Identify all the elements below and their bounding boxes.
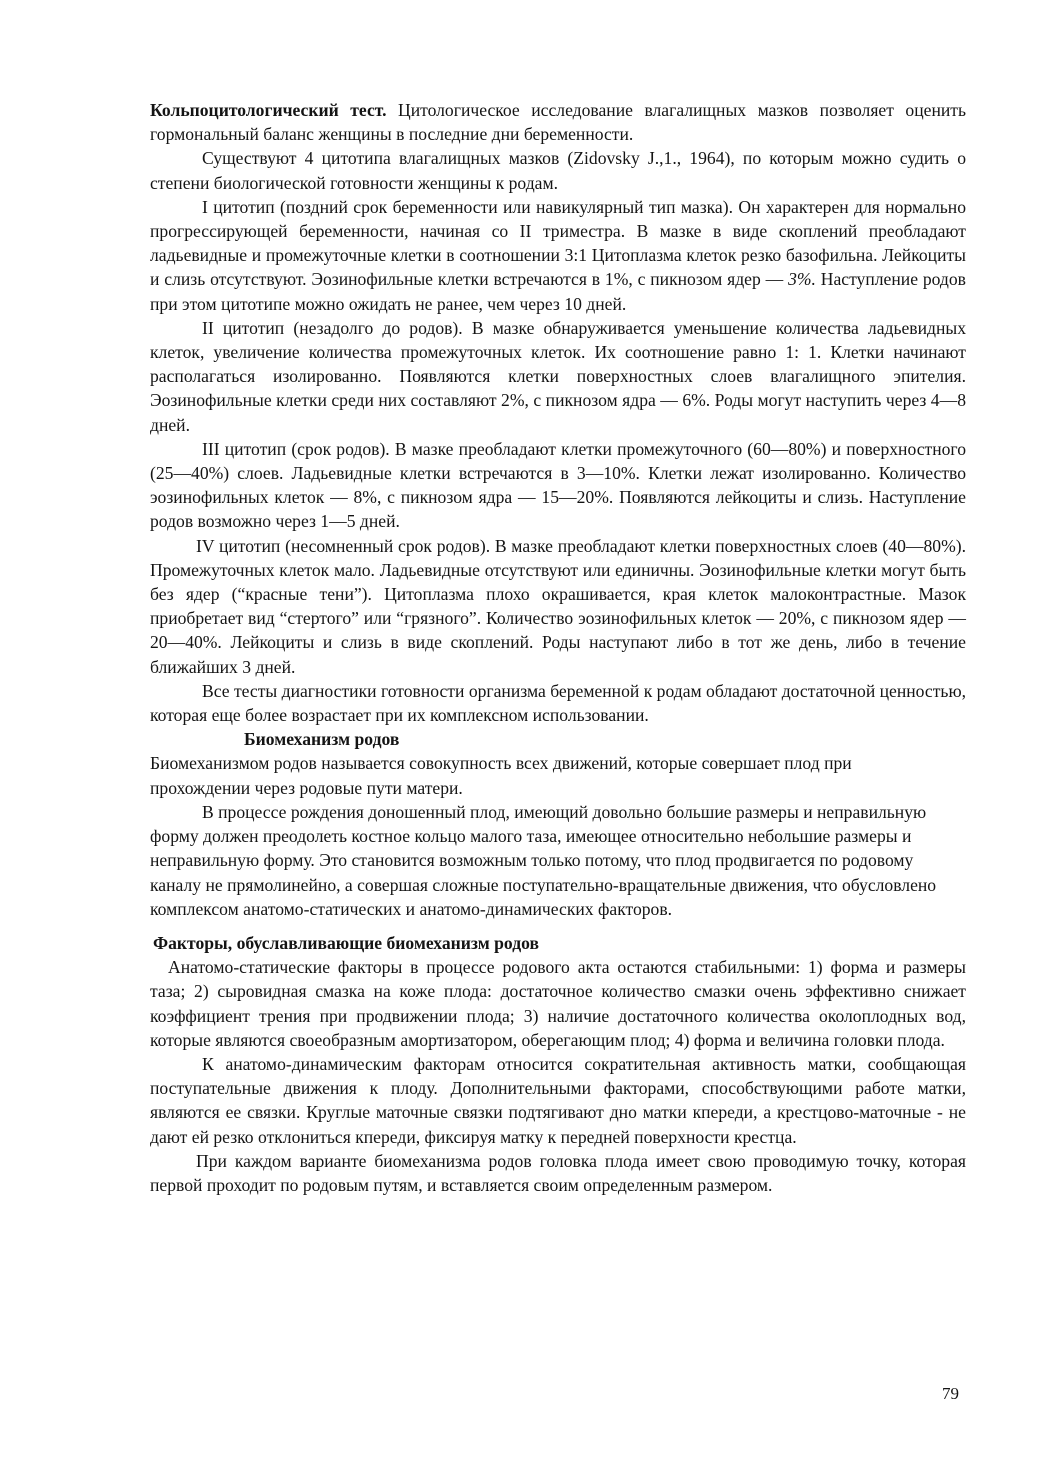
paragraph-text: Цитологическое исследование влагалищных мазков позволяет оценить гормональный баланс женщины в последние дни беременности. bbox=[150, 100, 967, 145]
paragraph-biomechanism-definition: Биомеханизмом родов называется совокупность всех движений, которые совершает плод при прохождении через родовые пути матери. bbox=[150, 753, 852, 798]
italic-value: 3%. bbox=[788, 269, 816, 290]
term-colpocytology-test: Кольпоцитологический тест. bbox=[150, 100, 387, 120]
heading-biomechanism: Биомеханизм родов bbox=[244, 729, 400, 750]
paragraph-anatomo-dynamic-factors: К анатомо-динамическим факторам относится сократительная активность матки, сообщающая поступательные движения к плоду. Дополнительными факторами, способствующими работе матки, являются ее связки. Круглые маточные связки подтягивают дно матки кпереди, а крестцово-маточные - не дают ей резко отклониться кпереди, фиксируя матку к передней поверхности крестца. bbox=[150, 1053, 966, 1147]
paragraph-colpocytology bbox=[150, 98, 966, 146]
paragraph-text: Наступление родов при этом цитотипе можно ожидать не ранее, чем через 10 дней. bbox=[150, 269, 966, 314]
paragraph-leading-point: При каждом варианте биомеханизма родов головка плода имеет свою проводимую точку, которая первой проходит по родовым путям, и вставляется своим определенным размером. bbox=[150, 1150, 966, 1195]
paragraph-cytotype-3: III цитотип (срок родов). В мазке преобладают клетки промежуточного (60—80%) и поверхностного (25—40%) слоев. Ладьевидные клетки встречаются в 3—10%. Клетки лежат изолированно. Количество эозинофильных клеток — 8%, с пикнозом ядра — 15—20%. Появляются лейкоциты и слизь. Наступление родов возможно через 1—5 дней. bbox=[150, 438, 966, 532]
paragraph-cytotype-1 bbox=[150, 195, 966, 316]
paragraph-fetus-passage: В процессе рождения доношенный плод, имеющий довольно большие размеры и неправильную форму должен преодолеть костное кольцо малого таза, имеющее относительно небольшие размеры и неправильную форму. Это становится возможным только потому, что плод продвигается по родовому каналу не прямолинейно, а совершая сложные поступательно-вращательные движения, что обусловлено комплексом анатомо-статических и анатомо-динамических факторов. bbox=[150, 801, 937, 919]
paragraph-tests-value: Все тесты диагностики готовности организма беременной к родам обладают достаточной ценностью, которая еще более возрастает при их комплексном использовании. bbox=[150, 680, 966, 726]
paragraph-cytotypes-intro: Существуют 4 цитотипа влагалищных мазков (Zidovsky J.,1., 1964), по которым можно судить о степени биологической готовности женщины к родам. bbox=[150, 148, 966, 193]
heading-factors: Факторы, обуславливающие биомеханизм родов bbox=[153, 932, 539, 953]
page-number: 79 bbox=[942, 1384, 959, 1403]
document-page bbox=[150, 98, 966, 1197]
paragraph-cytotype-2: II цитотип (незадолго до родов). В мазке обнаруживается уменьшение количества ладьевидных клеток, увеличение количества промежуточных клеток. Их соотношение равно 1: 1. Клетки начинают располагаться изолированно. Появляются клетки поверхностных слоев влагалищного эпителия. Эозинофильные клетки среди них составляют 2%, с пикнозом ядра — 6%. Роды могут наступить через 4—8 дней. bbox=[150, 317, 966, 435]
paragraph-cytotype-4: IV цитотип (несомненный срок родов). В мазке преобладают клетки поверхностных слоев (40—80%). Промежуточных клеток мало. Ладьевидные отсутствуют или единичны. Эозинофильные клетки могут быть без ядер (“красные тени”). Цитоплазма плохо окрашивается, края клеток малоконтрастные. Мазок приобретает вид “стертого” или “грязного”. Количество эозинофильных клеток — 20%, с пикнозом ядер — 20—40%. Лейкоциты и слизь в виде скоплений. Роды наступают либо в тот же день, либо в течение ближайших 3 дней. bbox=[150, 535, 966, 677]
paragraph-text: I цитотип (поздний срок беременности или навикулярный тип мазка). Он характерен для нормально прогрессирующей беременности, начиная со II триместра. В мазке в виде скоплений преобладают ладьевидные и промежуточные клетки в соотношении 3:1 Цитоплазма клеток резко базофильна. Лейкоциты и слизь отсутствуют. Эозинофильные клетки встречаются в 1%, с пикнозом ядер — bbox=[150, 196, 966, 290]
paragraph-anatomo-static-factors: Анатомо-статические факторы в процессе родового акта остаются стабильными: 1) форма и размеры таза; 2) сыровидная смазка на коже плода: достаточное количество смазки очень эффективно снижает коэффициент трения при продвижении плода; 3) наличие достаточного количества околоплодных вод, которые являются своеобразным амортизатором, оберегающим плод; 4) форма и величина головки плода. bbox=[150, 957, 966, 1050]
